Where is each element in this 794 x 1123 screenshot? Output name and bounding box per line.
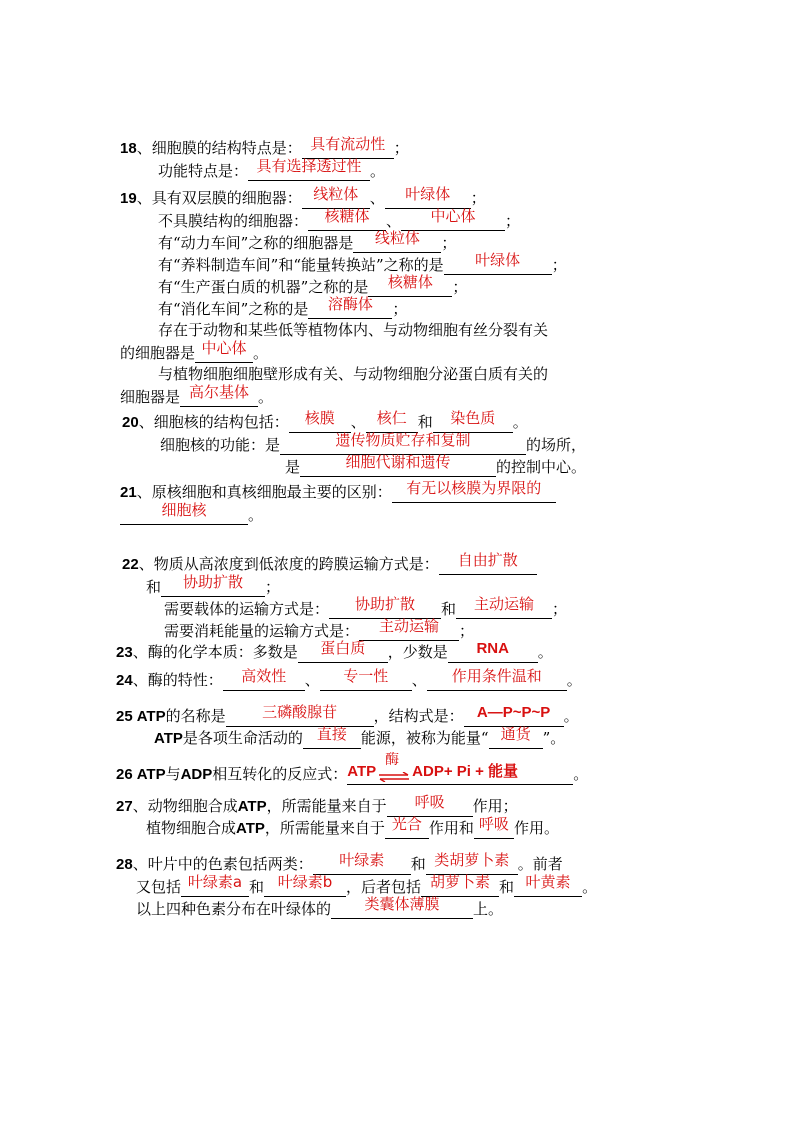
answer-blank[interactable] [444,251,552,275]
punctuation: 、 [411,671,427,689]
answer-blank[interactable] [456,595,552,619]
punctuation: 、 [369,189,385,207]
question-number: 28 [116,856,133,873]
enzyme-label: 酶 [385,752,400,768]
answer-blank[interactable] [433,409,513,433]
term-atp: ATP [237,798,267,815]
answer-text: 高效性 [241,667,287,685]
question-text: 与 [165,765,181,783]
question-text: 的场所， [526,436,587,454]
answer-text: 主动运输 [379,617,440,635]
answer-blank[interactable] [427,667,567,691]
answer-blank[interactable] [353,229,441,253]
answer-blank[interactable] [514,873,582,897]
answer-text: 有无以核膜为界限的 [406,479,542,497]
question-text: 有“养料制造车间”和“能量转换站”之称的是 [158,256,444,274]
answer-text: RNA [476,640,509,657]
punctuation: 。 [370,162,386,180]
question-text: 。前者 [517,855,563,873]
term-atp: ATP [236,820,265,837]
q28-line1 [116,851,563,874]
answer-blank[interactable] [226,703,374,727]
answer-text: 三磷酸腺苷 [262,703,338,721]
answer-blank[interactable] [308,207,386,231]
question-text: 有“动力车间”之称的细胞器是 [158,234,354,252]
answer-text: 协助扩散 [183,573,244,591]
question-text: 作用； [472,797,518,815]
question-text: 、物质从高浓度到低浓度的跨膜运输方式是： [138,555,439,573]
answer-text: 主动运输 [474,595,535,613]
q19-line5 [158,273,468,296]
term-atp: ATP [154,730,183,747]
q19-line4 [158,251,567,274]
punctuation: ； [441,234,457,252]
answer-blank[interactable] [195,339,253,363]
question-text: 上。 [473,900,504,918]
answer-text: 中心体 [201,339,247,357]
answer-blank[interactable] [180,383,258,407]
answer-text: 直接 [316,725,347,743]
punctuation: ； [505,212,521,230]
answer-text: 高尔基体 [189,383,250,401]
question-number: 22 [122,556,139,573]
q28-line3 [136,895,504,918]
answer-text: 叶绿素b [277,873,333,891]
q19-line10 [120,383,274,406]
answer-blank[interactable] [264,873,346,897]
answer-blank[interactable] [320,667,412,691]
answer-text: 核膜 [304,409,335,427]
connector: 和 [146,578,162,596]
question-text: 功能特点是： [158,162,249,180]
answer-blank[interactable] [329,595,441,619]
answer-blank[interactable] [385,185,471,209]
q19-line6 [158,295,408,318]
question-text: ，所需能量来自于 [264,819,385,837]
answer-blank[interactable] [248,157,370,181]
q23-line [116,639,553,662]
answer-blank[interactable] [359,617,459,641]
answer-blank[interactable] [474,815,514,839]
answer-blank[interactable] [302,185,370,209]
answer-blank[interactable] [120,501,248,525]
question-text: 不具膜结构的细胞器： [158,212,309,230]
punctuation: ； [551,256,567,274]
q19-line7 [158,320,548,340]
punctuation: 。 [258,388,274,406]
answer-blank[interactable] [302,135,394,159]
question-text: 有“生产蛋白质的机器”之称的是 [158,278,369,296]
punctuation: 、 [386,212,402,230]
reaction-left: ATP [347,763,377,780]
answer-blank[interactable] [181,873,249,897]
question-text: 是各项生命活动的 [182,729,303,747]
q20-line1 [122,409,528,432]
q22-line2 [146,573,281,596]
answer-blank[interactable] [289,409,351,433]
answer-text: 蛋白质 [320,639,366,657]
q24-line [116,667,582,690]
q27-line1 [116,793,518,816]
question-text: ，所需能量来自于 [266,797,387,815]
answer-text: 自由扩散 [457,551,518,569]
punctuation: 、 [304,671,320,689]
punctuation: 。 [253,344,269,362]
question-text: 的名称是 [165,707,226,725]
answer-blank[interactable] [464,706,564,727]
question-text: 有“消化车间”之称的是 [158,300,309,318]
question-number: 24 [116,672,133,689]
punctuation: ； [393,139,409,157]
answer-blank[interactable] [489,725,543,749]
answer-blank[interactable] [448,642,538,663]
punctuation: 。 [512,413,528,431]
question-text: 细胞器是 [120,388,181,406]
punctuation: ； [459,622,475,640]
answer-text: 胡萝卜素 [430,873,491,891]
punctuation: 。 [582,878,598,896]
question-text: 与植物细胞细胞壁形成有关、与动物细胞分泌蛋白质有关的 [158,365,549,383]
q25-line1 [116,703,579,726]
punctuation: 。 [248,506,264,524]
question-text: 、叶片中的色素包括两类： [132,855,313,873]
answer-text: 叶绿素 [339,851,385,869]
q21-line2 [120,501,264,524]
punctuation: ； [470,189,486,207]
question-number: 23 [116,644,133,661]
question-text: 、原核细胞和真核细胞最主要的区别： [136,483,392,501]
punctuation: 、 [350,413,366,431]
answer-blank[interactable] [387,793,473,817]
punctuation: ； [392,300,408,318]
answer-text: 通货 [500,725,531,743]
answer-blank[interactable] [298,639,388,663]
q22-line3 [164,595,568,618]
punctuation: ； [552,600,568,618]
question-number: 19 [120,190,137,207]
answer-blank[interactable] [426,851,518,875]
answer-text: 具有流动性 [310,135,386,153]
question-text: 、细胞膜的结构特点是： [136,139,302,157]
question-text: 、具有双层膜的细胞器： [136,189,302,207]
answer-text: 类胡萝卜素 [434,851,510,869]
connector: 和 [417,413,433,431]
reversible-arrow-icon [376,752,412,784]
punctuation: 。 [537,643,553,661]
answer-blank[interactable] [308,295,392,319]
punctuation: ”。 [542,729,566,747]
answer-text: 细胞代谢和遗传 [345,453,451,471]
answer-text: 核仁 [376,409,407,427]
answer-blank[interactable] [161,573,265,597]
question-text: 的细胞器是 [120,344,196,362]
punctuation: 。 [563,707,579,725]
answer-text: A—P~P~P [476,704,551,721]
answer-blank[interactable] [366,409,418,433]
q28-line2 [136,873,598,896]
question-number: 27 [116,798,133,815]
question-text: 细胞核的功能：是 [160,436,281,454]
question-number: 20 [122,414,139,431]
answer-text: 叶绿体 [405,185,451,203]
connector: 和 [249,878,265,896]
q18-line1 [120,135,409,158]
q19-line1 [120,185,486,208]
answer-text: 叶绿素a [187,873,243,891]
question-text: 存在于动物和某些低等植物体内、与动物细胞有丝分裂有关 [158,321,549,339]
question-text: 作用和 [428,819,474,837]
question-text: 作用。 [513,819,559,837]
question-number: 26 [116,766,133,783]
connector: 和 [410,855,426,873]
q27-line2 [146,815,559,838]
q18-line2 [158,157,386,180]
answer-text: 作用条件温和 [451,667,542,685]
term-atp: ATP [136,708,166,725]
q19-line9 [158,364,548,384]
punctuation: ； [452,278,468,296]
answer-blank[interactable] [439,551,537,575]
answer-text: 中心体 [430,207,476,225]
question-number: 18 [120,140,137,157]
answer-blank[interactable] [223,667,305,691]
q20-line3 [285,453,587,476]
question-text: 需要消耗能量的运输方式是： [164,622,360,640]
q19-line2 [158,207,521,230]
answer-text: 呼吸 [478,815,509,833]
answer-text: 光合 [391,815,422,833]
question-text: ，结构式是： [373,707,464,725]
connector: 和 [499,878,515,896]
answer-text: 线粒体 [374,229,420,247]
question-number: 25 [116,708,133,725]
q25-line2 [154,725,566,748]
q26-line [116,752,589,784]
answer-blank[interactable] [401,207,505,231]
answer-text: 专一性 [343,667,389,685]
answer-blank[interactable] [385,815,429,839]
q22-line1 [122,551,537,574]
answer-text: 核糖体 [387,273,433,291]
q22-line4 [164,617,475,640]
q20-line2 [160,431,587,454]
answer-blank[interactable] [368,273,452,297]
question-text: 又包括 [136,878,182,896]
question-text: ，少数是 [387,643,448,661]
answer-blank[interactable] [313,851,411,875]
question-text: 植物细胞合成 [146,819,237,837]
question-text: ，后者包括 [346,878,422,896]
answer-text: 细胞核 [161,501,207,519]
answer-blank[interactable] [300,453,496,477]
punctuation: 。 [566,671,582,689]
question-text: 是 [285,458,301,476]
answer-text: 核糖体 [324,207,370,225]
q21-line1 [120,479,556,502]
answer-text: 类囊体薄膜 [364,895,440,913]
answer-text: 遗传物质贮存和复制 [335,431,471,449]
question-text: 、酶的特性： [132,671,223,689]
answer-text: 染色质 [450,409,496,427]
answer-blank[interactable] [392,479,556,503]
connector: 和 [441,600,457,618]
answer-text: 叶黄素 [525,873,571,891]
answer-blank[interactable] [303,725,361,749]
question-text: 需要载体的运输方式是： [164,600,330,618]
answer-text: 线粒体 [313,185,359,203]
question-text: 、酶的化学本质：多数是 [132,643,298,661]
answer-text: 溶酶体 [327,295,373,313]
answer-text: 叶绿体 [475,251,521,269]
term-atp: ATP [136,766,166,783]
reaction-right: ADP+ Pi + 能量 [412,763,519,780]
answer-blank[interactable] [331,895,473,919]
question-text: 能源，被称为能量“ [360,729,489,747]
question-text: 、动物细胞合成 [132,797,238,815]
punctuation: ； [265,578,281,596]
term-adp: ADP [180,766,213,783]
answer-blank[interactable] [421,873,499,897]
answer-text: 具有选择透过性 [256,157,362,175]
question-number: 21 [120,484,137,501]
q19-line3 [158,229,457,252]
answer-text: 呼吸 [414,793,445,811]
punctuation: 。 [573,765,589,783]
reaction-equation-blank[interactable] [347,752,573,785]
question-text: 相互转化的反应式： [212,765,348,783]
question-text: 的控制中心。 [496,458,587,476]
question-text: 、细胞核的结构包括： [138,413,289,431]
q19-line8 [120,339,269,362]
question-text: 以上四种色素分布在叶绿体的 [136,900,332,918]
answer-text: 协助扩散 [355,595,416,613]
answer-blank[interactable] [280,431,526,455]
